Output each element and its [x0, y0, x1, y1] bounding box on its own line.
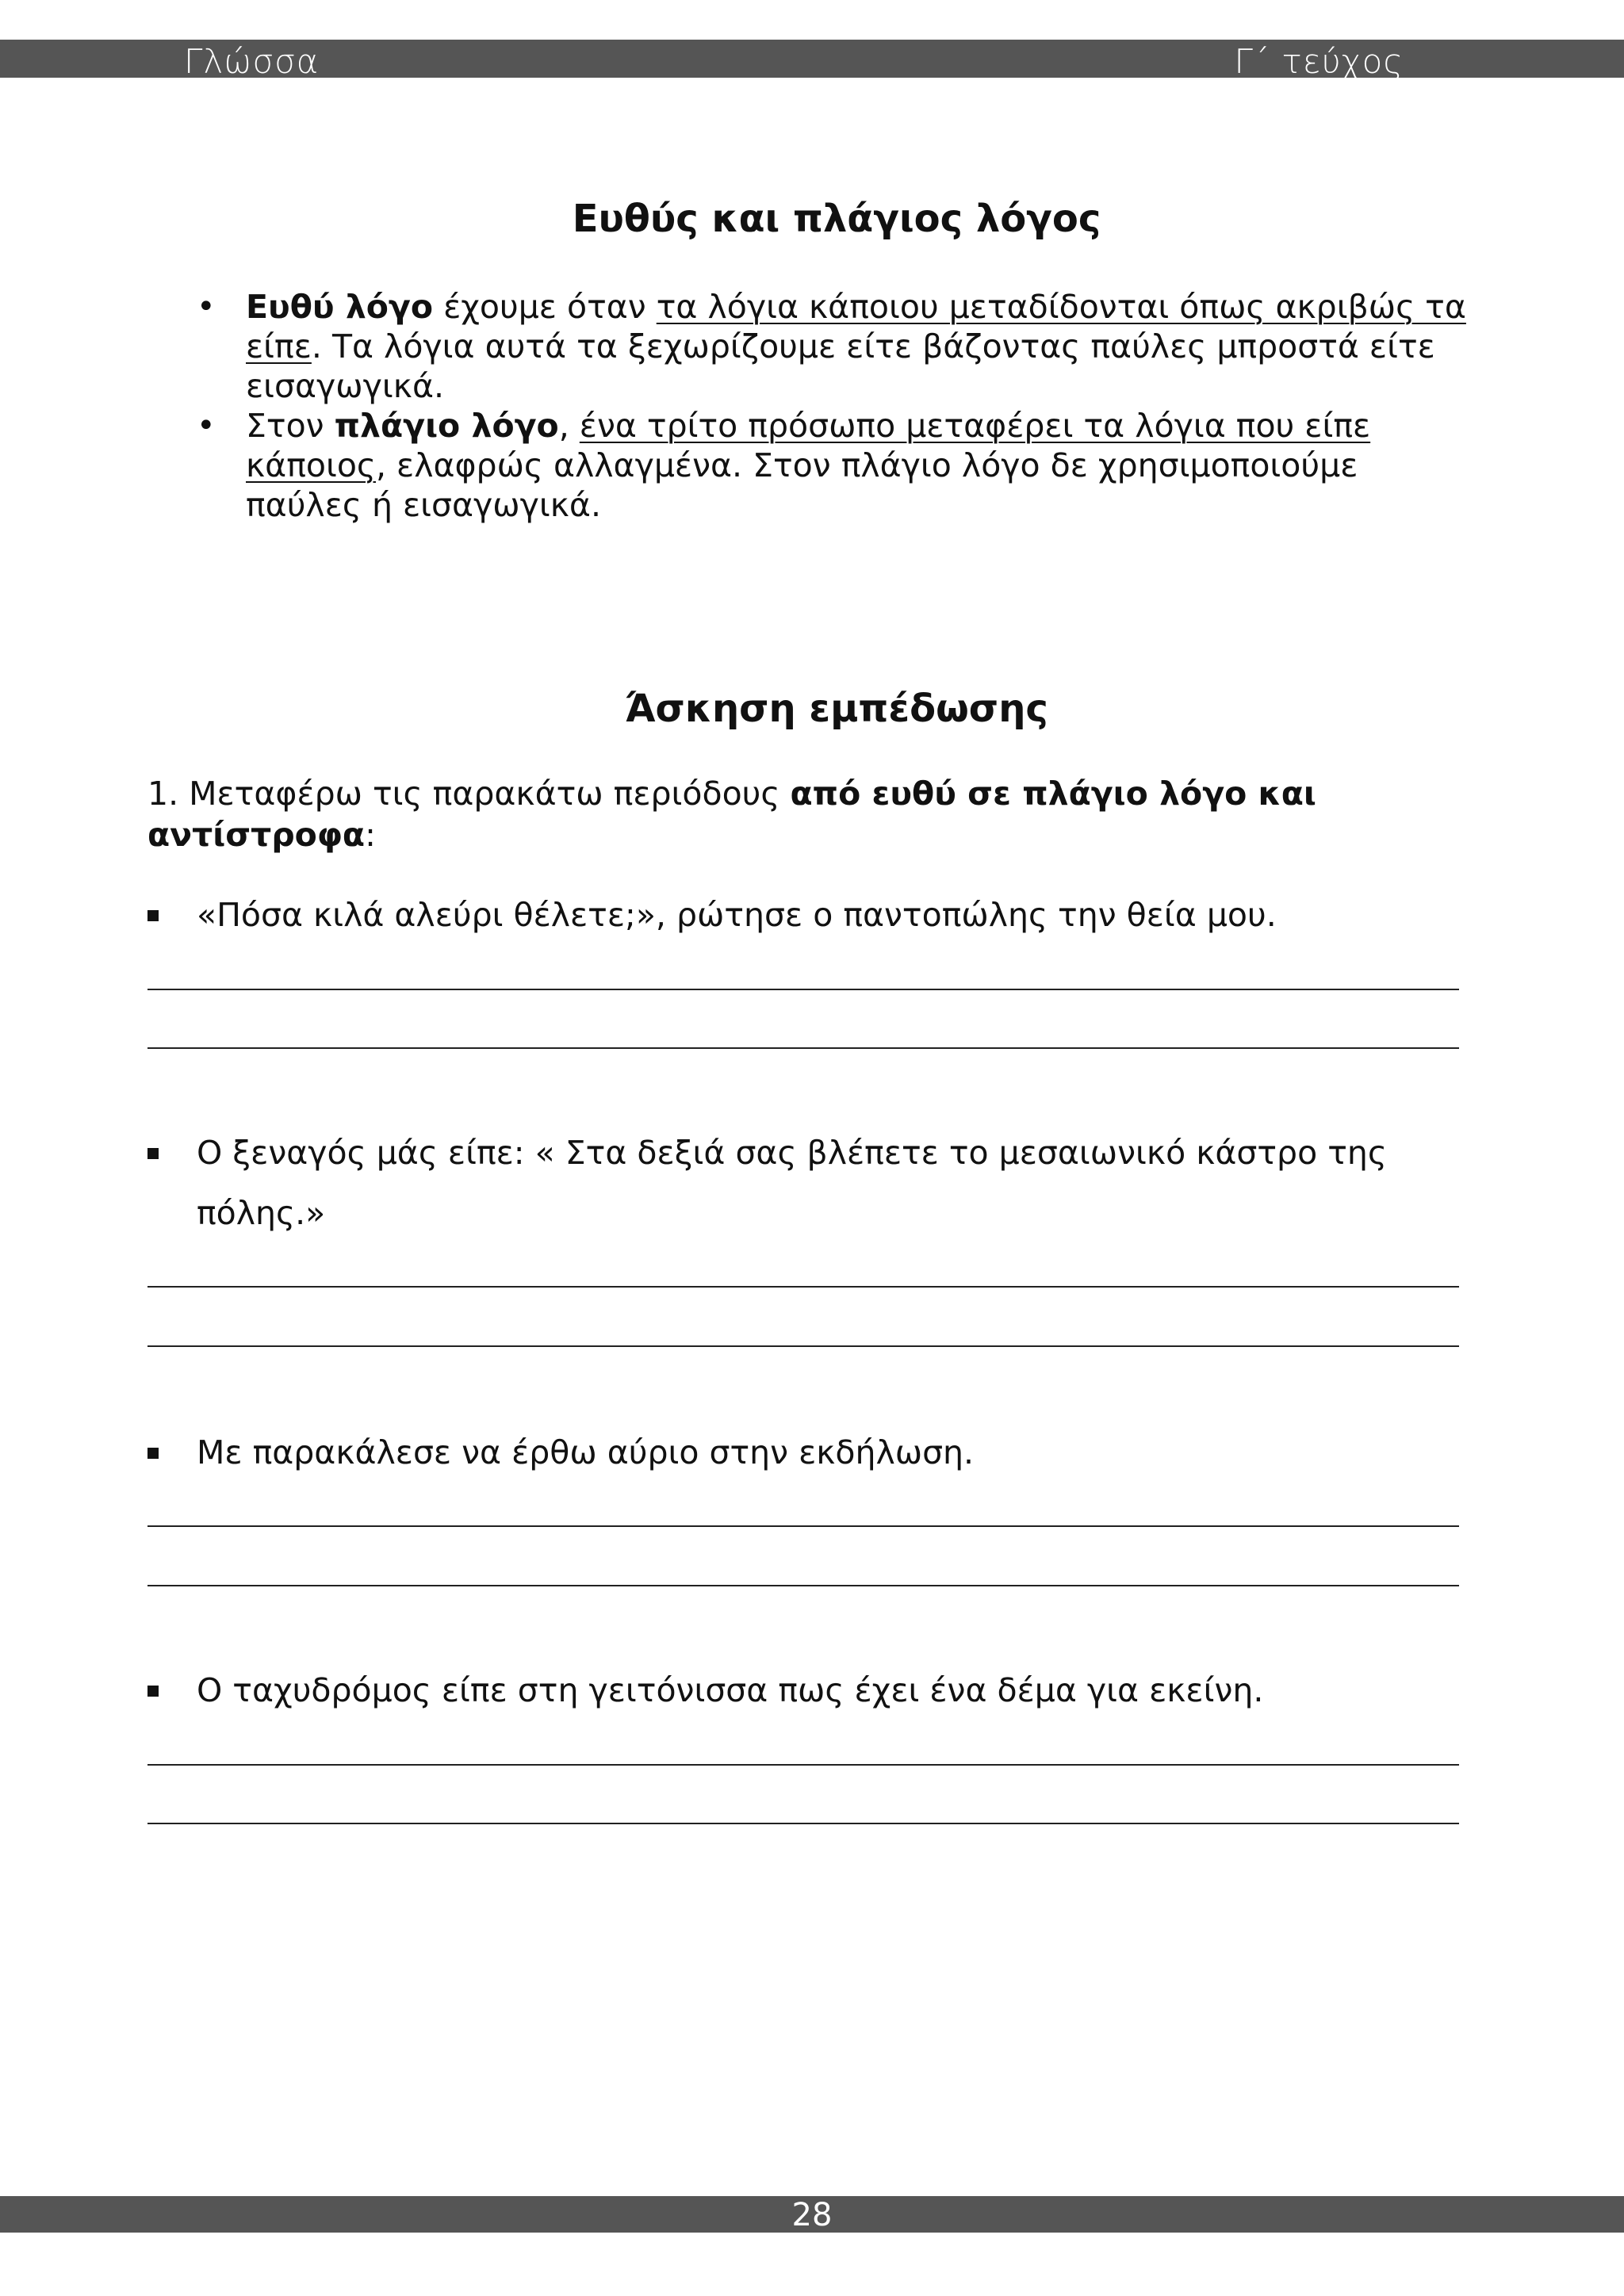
exercise-sentence-1: «Πόσα κιλά αλεύρι θέλετε;», ρώτησε ο παντοπώλης την θεία μου.: [197, 896, 1277, 934]
definition-key-phrase: τα λόγια κάποιου μεταδίδονται όπως ακριβώς τα είπε: [246, 288, 1466, 365]
definition-direct-speech: [246, 287, 1467, 406]
header-subject: Γλώσσα: [184, 42, 320, 81]
answer-line-4b[interactable]: [147, 1823, 1459, 1824]
term-direct-speech: Ευθύ λόγο: [246, 288, 434, 326]
exercise-sentence-2: Ο ξεναγός μάς είπε: « Στα δεξιά σας βλέπετε το μεσαιωνικό κάστρο της πόλης.»: [197, 1134, 1387, 1232]
square-bullet-icon: [147, 1448, 159, 1459]
instruction-bold: από ευθύ σε πλάγιο λόγο και αντίστροφα: [147, 775, 1316, 854]
square-bullet-icon: [147, 1686, 159, 1697]
definition-text: . Τα λόγια αυτά τα ξεχωρίζουμε είτε βάζοντας παύλες μπροστά είτε εισαγωγικά.: [246, 327, 1435, 405]
answer-line-3a[interactable]: [147, 1525, 1459, 1527]
answer-line-1a[interactable]: [147, 989, 1459, 990]
answer-line-4a[interactable]: [147, 1764, 1459, 1766]
term-indirect-speech: πλάγιο λόγο: [334, 407, 559, 445]
definition-text: , ελαφρώς αλλαγμένα. Στον πλάγιο λόγο δε χρησιμοποιούμε παύλες ή εισαγωγικά.: [246, 446, 1358, 524]
definition-key-phrase: ένα τρίτο πρόσωπο μεταφέρει τα λόγια που είπε κάποιος: [246, 407, 1371, 484]
page-number: 28: [791, 2197, 833, 2233]
definition-text: ,: [558, 407, 580, 445]
definition-text: Στον: [246, 407, 335, 445]
answer-line-3b[interactable]: [147, 1585, 1459, 1586]
footer-bar: [0, 2196, 1624, 2233]
answer-line-2a[interactable]: [147, 1286, 1459, 1288]
exercise-sentence-4: Ο ταχυδρόμος είπε στη γειτόνισσα πως έχει ένα δέμα για εκείνη.: [197, 1671, 1264, 1709]
header-issue: Γ΄ τεύχος: [1234, 42, 1404, 81]
exercise-instruction: [147, 773, 1464, 855]
square-bullet-icon: [147, 910, 159, 921]
definition-text: έχουμε όταν: [433, 288, 657, 326]
instruction-text: 1. Μεταφέρω τις παρακάτω περιόδους: [147, 775, 791, 813]
instruction-end: :: [365, 816, 376, 854]
header-bar: [0, 40, 1624, 81]
answer-line-1b[interactable]: [147, 1047, 1459, 1049]
section-title-exercise: Άσκηση εμπέδωσης: [625, 687, 1048, 731]
square-bullet-icon: [147, 1148, 159, 1159]
definition-indirect-speech: [246, 406, 1467, 525]
answer-line-2b[interactable]: [147, 1345, 1459, 1347]
definition-list: [246, 287, 1467, 525]
section-title-direct-indirect-speech: Ευθύς και πλάγιος λόγος: [572, 197, 1101, 241]
exercise-sentence-3: Με παρακάλεσε να έρθω αύριο στην εκδήλωση.: [197, 1433, 975, 1471]
